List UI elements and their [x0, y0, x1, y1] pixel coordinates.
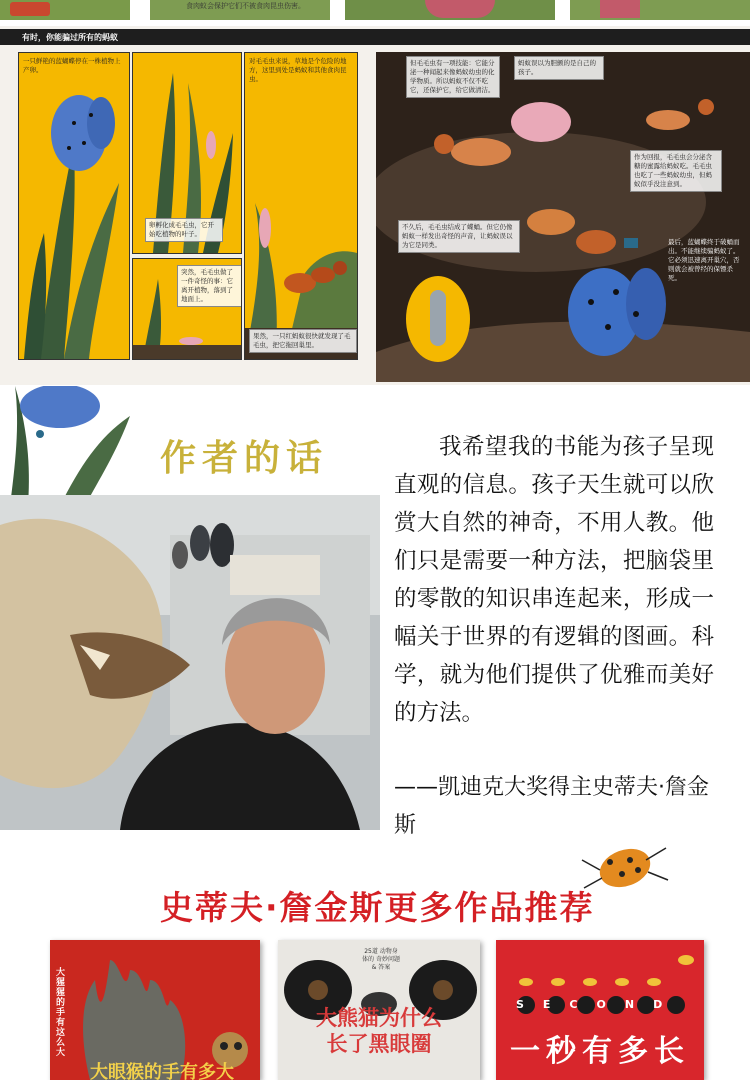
author-signature: ——凯迪克大奖得主史蒂夫·詹金斯	[394, 775, 709, 838]
author-section-title: 作者的话	[160, 438, 329, 479]
book-spread-image	[0, 0, 750, 385]
book-cover-3[interactable]	[496, 940, 704, 1080]
panel-caption: 对毛毛虫来说，草地是个危险的地方，这里到处是蚂蚁和其他食肉昆虫。	[249, 57, 347, 83]
panel-caterpillar-hatch	[132, 52, 242, 254]
decorative-plant-butterfly	[0, 386, 140, 506]
book-badge: 25道 动物身体的 奇妙问题 & 答案	[362, 948, 400, 971]
top-strip	[0, 0, 750, 26]
panel-butterfly-laying	[18, 52, 130, 360]
author-quote-paragraph: 我希望我的书能为孩子呈现直观的信息。孩子天生就可以欣赏大自然的神奇，不用人教。他们只是需要一种方法，把脑袋里的零散的知识串连起来，形成一幅关于世界的有逻辑的图画。科学，就为他们提供了优雅而美好的方法。	[394, 434, 714, 726]
book-cover-2[interactable]	[278, 940, 480, 1080]
author-photo-illustration	[0, 495, 380, 830]
book-title-line2: 长了黑眼圈	[326, 1032, 432, 1056]
book-small-title: 大猩猩的手有这么大	[56, 968, 66, 1058]
meadow-ant-illustration	[245, 53, 357, 359]
book-letters: SECOND	[516, 998, 682, 1011]
author-photo	[0, 495, 380, 830]
strip-caption: 食肉蚁会保护它们不被食肉昆虫伤害。	[186, 2, 305, 10]
panel-caption: 不久后，毛毛虫结成了蝶蛹。但它仍像蚂蚁一样发出奇怪的声音，让蚂蚁误以为它是同类。	[398, 220, 520, 253]
spread-header-text: 有时，你能骗过所有的蚂蚁	[22, 33, 118, 42]
panel-caption: 一只鲜艳的蓝蝴蝶停在一株植物上产卵。	[23, 57, 121, 74]
panel-caption: 突然，毛毛虫做了一件奇怪的事：它离开植物，落到了地面上。	[177, 265, 242, 307]
book-title-line1: 大熊猫为什么	[316, 1006, 442, 1030]
strip-tile	[570, 0, 750, 20]
author-quote	[394, 428, 714, 732]
panel-caption: 蚂蚁误以为胆颤的是自己的孩子。	[514, 56, 604, 80]
ant-nest-page	[376, 52, 750, 382]
panel-caption: 最后，蓝蝴蝶终于破蛹而出。不能继续骗蚂蚁了。它必须迅速离开巢穴，否则就会被曾经的保镖杀死。	[668, 238, 740, 282]
spread-header-bar	[0, 29, 750, 45]
book-title: 一秒有多长	[510, 1034, 690, 1069]
panel-danger-meadow	[244, 52, 358, 360]
book-cover-1[interactable]	[50, 940, 260, 1080]
panel-caption: 果然，一只红蚂蚁很快就发现了毛毛虫，把它拖回巢里。	[249, 329, 357, 353]
panel-caterpillar-drop	[132, 258, 242, 360]
panel-caption: 但毛毛虫有一项技能：它能分泌一种闻起来像蚂蚁幼虫的化学物质。所以蚂蚁不仅不吃它，还保护它，给它做清洁。	[406, 56, 500, 98]
panel-caption: 卵孵化成毛毛虫，它开始吃植物的叶子。	[145, 218, 223, 242]
panel-caption: 作为回报，毛毛虫会分泌含糖的蜜露给蚂蚁吃。毛毛虫也吃了一些蚂蚁幼虫，但蚂蚁似乎没注意到。	[630, 150, 722, 192]
chrysalis-circle	[406, 276, 470, 362]
strip-tile	[345, 0, 555, 20]
book-title: 大眼猴的手有多大	[90, 1062, 234, 1080]
strip-tile	[0, 0, 130, 20]
more-works-title: 史蒂夫·詹金斯更多作品推荐	[160, 888, 595, 927]
plant-butterfly-illustration	[19, 53, 129, 359]
